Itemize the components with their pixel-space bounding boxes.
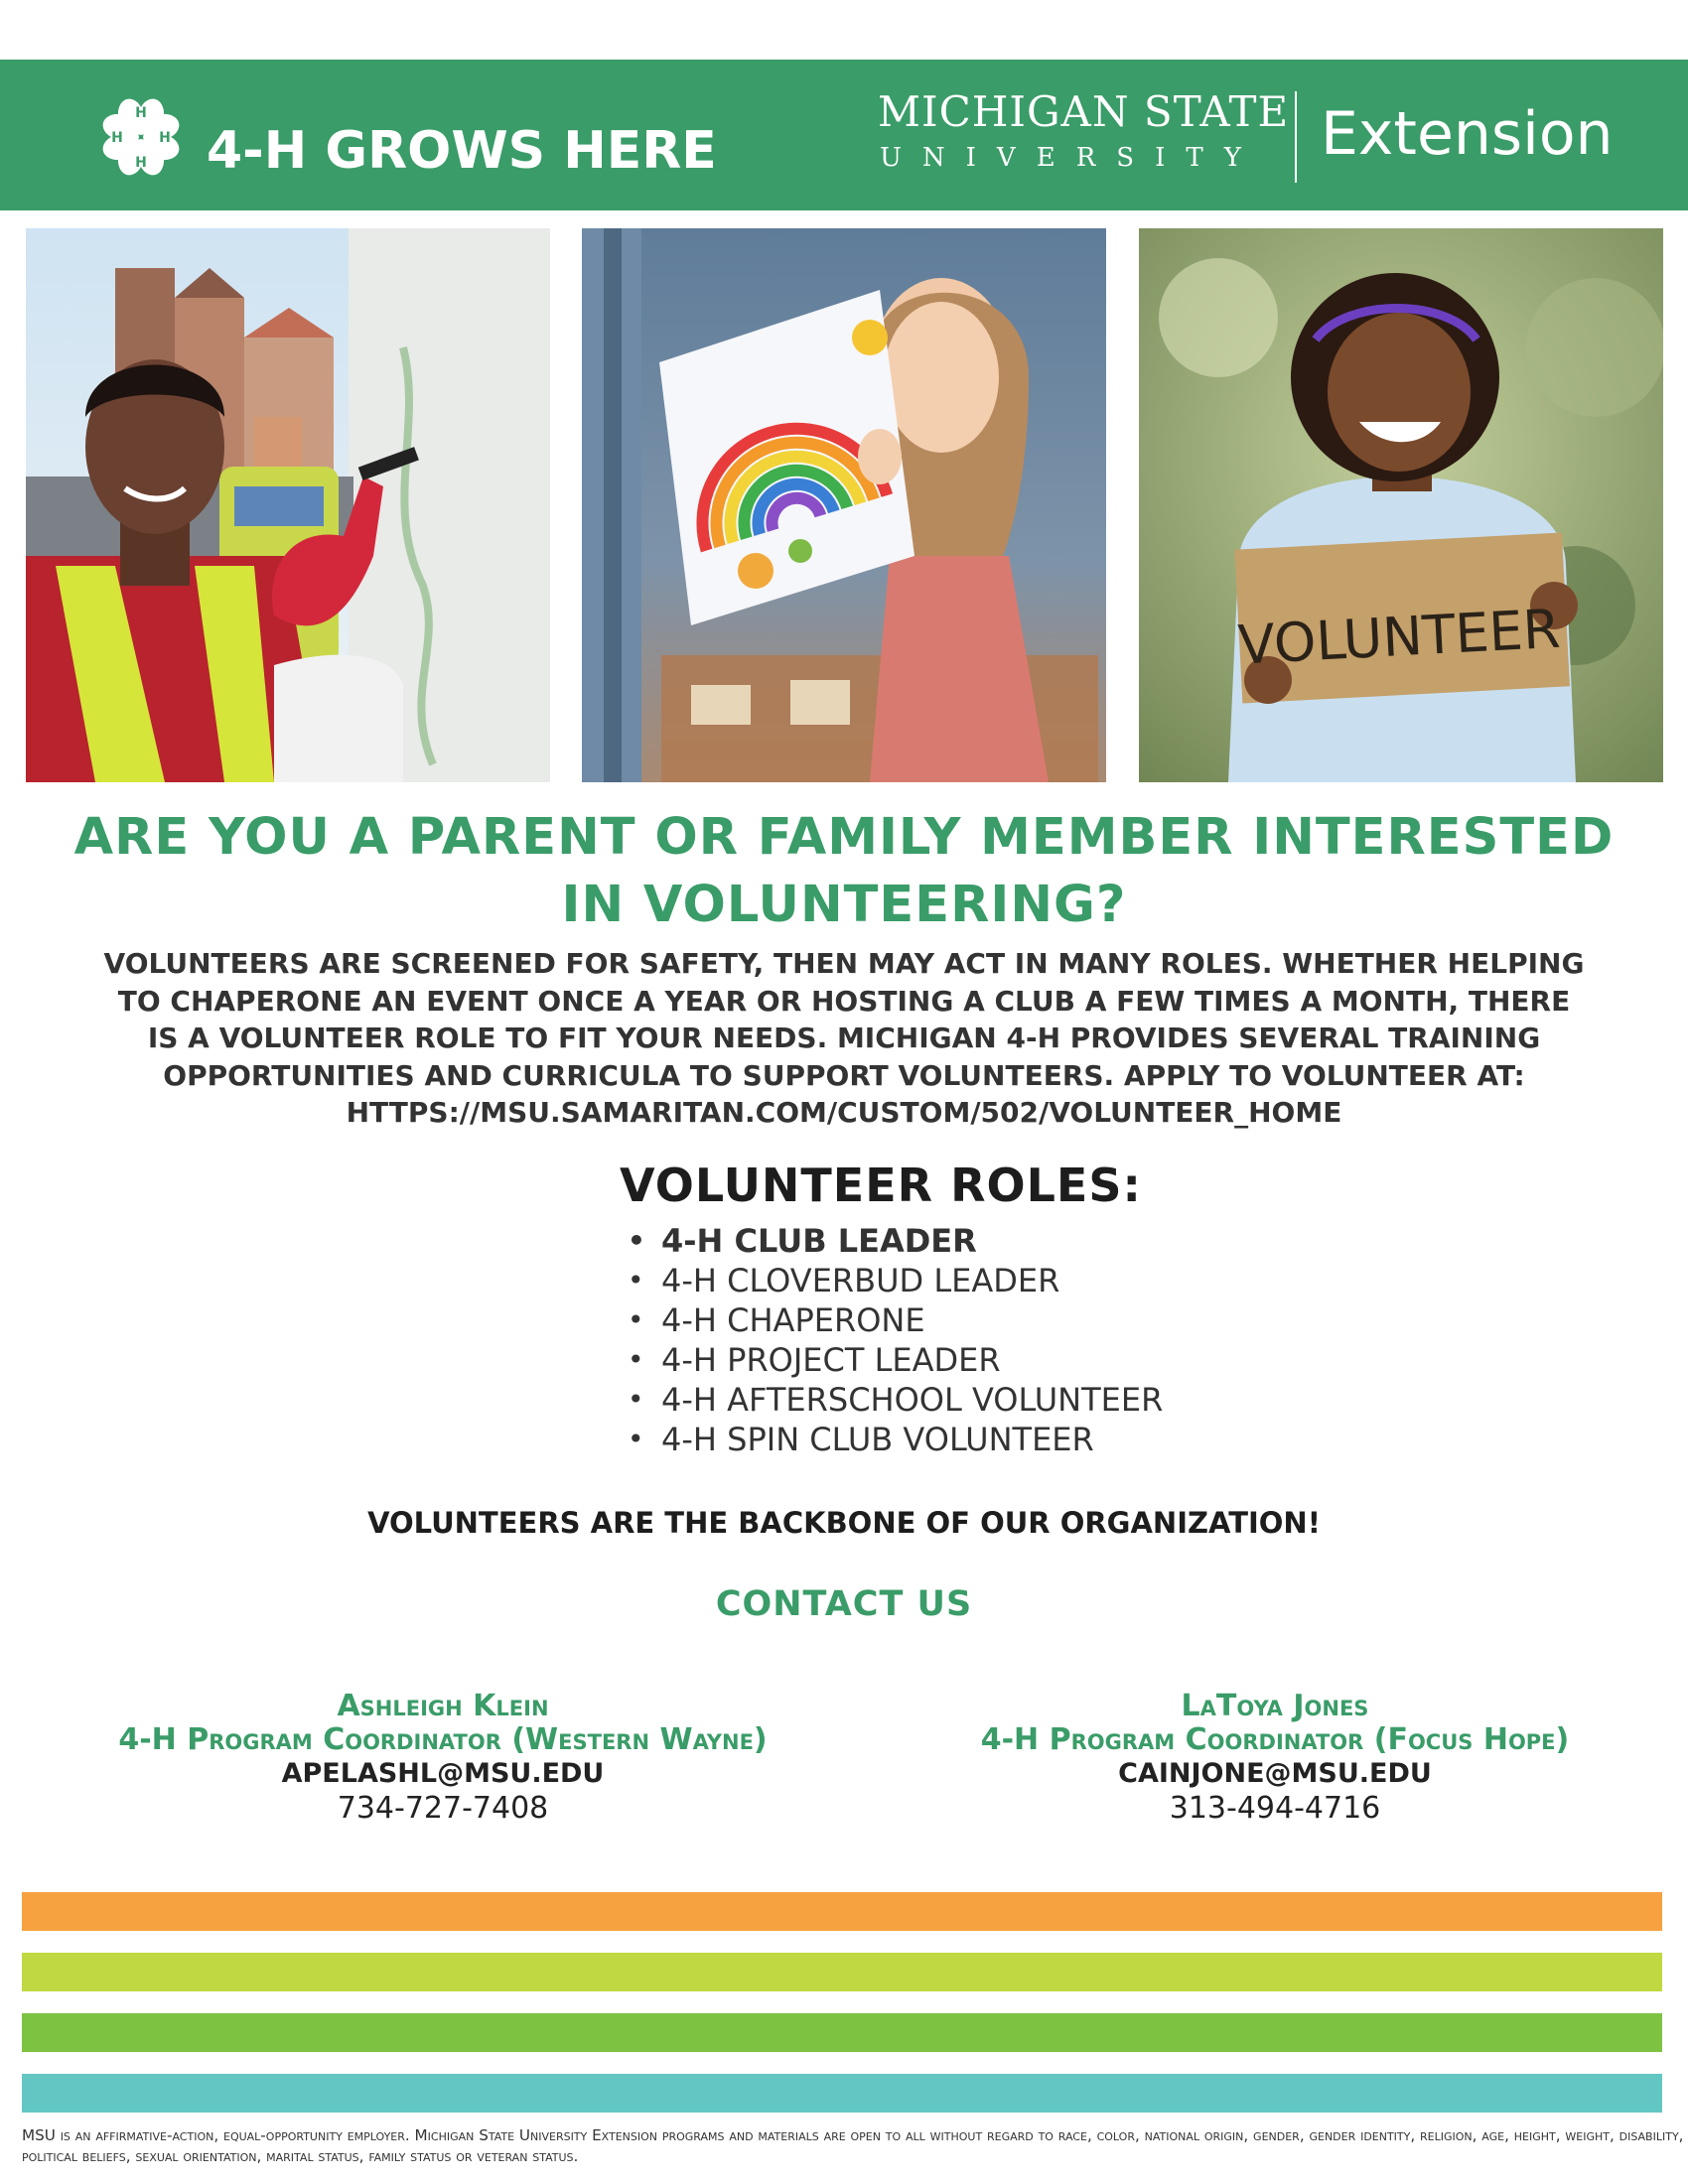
svg-text:H: H — [111, 130, 123, 146]
photo-rainbow-window — [582, 228, 1106, 782]
contact-card-focus-hope — [898, 1690, 1652, 1827]
contact-phone: 313-494-4716 — [1169, 1791, 1381, 1826]
svg-text:H: H — [135, 155, 147, 171]
svg-text:H: H — [159, 130, 171, 146]
contact-role: 4-H Program Coordinator (Focus Hope) — [980, 1722, 1570, 1757]
main-headline: ARE YOU A PARENT OR FAMILY MEMBER INTERESTED IN VOLUNTEERING? — [73, 808, 1615, 934]
university-subtitle: UNIVERSITY — [880, 143, 1262, 173]
decorative-stripe-lime — [22, 1953, 1662, 1991]
header-banner — [0, 60, 1688, 210]
contact-heading: CONTACT US — [715, 1584, 973, 1624]
backbone-statement: VOLUNTEERS ARE THE BACKBONE OF OUR ORGANIZATION! — [367, 1506, 1321, 1540]
contact-email-link[interactable]: APELASHL@MSU.EDU — [281, 1758, 605, 1789]
eeo-disclaimer: MSU is an affirmative-action, equal-opportunity employer. Michigan State University Extension programs and materials are open to all without regard to race, color, national origin, gender, gender identity, religion, age, height, weight, disability, political beliefs, sexual orientation, marital status, family status or veteran status. — [22, 2126, 1684, 2165]
svg-text:H: H — [135, 105, 147, 121]
logo-divider — [1295, 91, 1297, 183]
role-item: • 4-H PROJECT LEADER — [628, 1340, 1163, 1380]
roles-list — [628, 1221, 1163, 1459]
role-item: • 4-H CHAPERONE — [628, 1300, 1163, 1340]
university-name: MICHIGAN STATE — [878, 87, 1290, 136]
decorative-stripe-orange — [22, 1892, 1662, 1931]
role-item: • 4-H SPIN CLUB VOLUNTEER — [628, 1420, 1163, 1459]
contact-name: Ashleigh Klein — [337, 1689, 549, 1723]
decorative-stripe-teal — [22, 2074, 1662, 2113]
role-item: • 4-H CLUB LEADER — [628, 1221, 1163, 1261]
contact-role: 4-H Program Coordinator (Western Wayne) — [118, 1722, 768, 1757]
contact-card-western-wayne — [66, 1690, 820, 1827]
apply-url-link[interactable]: HTTPS://MSU.SAMARITAN.COM/CUSTOM/502/VOLUNTEER_HOME — [346, 1096, 1342, 1129]
role-item: • 4-H AFTERSCHOOL VOLUNTEER — [628, 1380, 1163, 1420]
photo-teen-volunteer — [26, 228, 550, 782]
intro-text: VOLUNTEERS ARE SCREENED FOR SAFETY, THEN MAY ACT IN MANY ROLES. WHETHER HELPING TO CHAPERONE AN EVENT ONCE A YEAR OR HOSTING A CLUB A FEW TIMES A MONTH, THERE IS A VOLUNTEER ROLE TO FIT YOUR NEEDS. MICHIGAN 4-H PROVIDES SEVERAL TRAINING OPPORTUNITIES AND CURRICULA TO SUPPORT VOLUNTEERS. APPLY TO VOLUNTEER AT: — [103, 947, 1585, 1092]
extension-wordmark: Extension — [1321, 99, 1614, 169]
volunteer-sign-text: VOLUNTEER — [1236, 597, 1562, 677]
contact-phone: 734-727-7408 — [337, 1791, 549, 1826]
contact-email-link[interactable]: CAINJONE@MSU.EDU — [1118, 1758, 1432, 1789]
decorative-stripe-green — [22, 2013, 1662, 2052]
role-item: • 4-H CLOVERBUD LEADER — [628, 1261, 1163, 1300]
4h-clover-logo-icon — [91, 87, 191, 187]
photo-child-volunteer-sign — [1139, 228, 1663, 782]
brand-tagline: 4-H GROWS HERE — [207, 121, 717, 181]
intro-paragraph — [99, 945, 1589, 1132]
roles-heading: VOLUNTEER ROLES: — [620, 1159, 1142, 1212]
contact-name: LaToya Jones — [1181, 1689, 1369, 1723]
